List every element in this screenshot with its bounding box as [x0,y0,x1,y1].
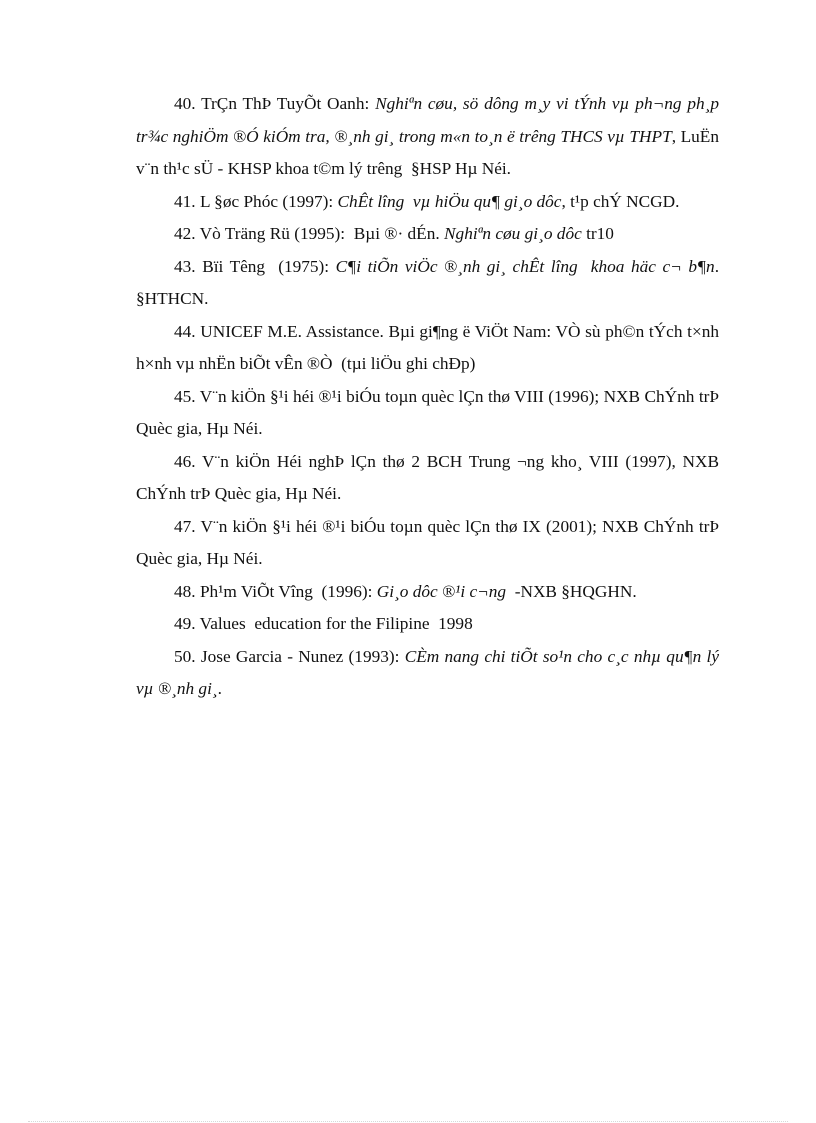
reference-item [136,218,719,251]
reference-item [136,576,719,609]
reference-title: CÈm nang chi tiÕt so¹n cho c¸c nhµ qu¶n lý vµ ®¸nh gi¸ [136,646,724,698]
reference-item [136,608,719,641]
reference-item [136,186,719,219]
reference-text: Ph¹m ViÕt Vîng (1996): [199,581,377,601]
reference-number: 44. [174,321,196,341]
reference-number: 47. [174,516,196,536]
reference-item [136,251,724,316]
reference-title: Nghiªn cøu, sö dông m¸y vi tÝnh vµ ph¬ng ph¸p tr¾c nghiÖm ®Ó kiÓm tra, ®¸nh gi¸ trong m«n to¸n ë trêng THCS vµ THPT [136,94,724,146]
reference-text: Jose Garcia - Nunez (1993): [200,646,405,666]
reference-text: tr10 [581,224,614,243]
reference-number: 50. [174,646,196,666]
reference-text: TrÇn ThÞ TuyÕt Oanh: [201,94,376,113]
reference-number: 49. [174,614,196,633]
reference-text: V¨n kiÖn §¹i héi ®¹i biÓu toµn quèc lÇn thø IX (2001); NXB ChÝnh trÞ Quèc gia, Hµ Néi. [136,516,724,568]
reference-text: , t¹p chÝ NCGD. [561,191,680,211]
reference-text: UNICEF M.E. Assistance. Bµi gi¶ng ë ViÖt Nam: VÒ sù ph©n tÝch t×nh h×nh vµ nhËn biÕt vÊn ®Ò (tµi liÖu ghi chÐp) [136,321,724,373]
reference-text: -NXB §HQGHN. [506,581,637,601]
reference-title: Gi¸o dôc ®¹i c¬ng [376,581,507,601]
reference-text: , LuËn v¨n th¹c sÜ - KHSP khoa t©m lý trêng §HSP Hµ Néi. [136,126,724,178]
reference-item [136,511,724,576]
reference-number: 45. [174,386,196,406]
reference-text: Bïi Têng (1975): [202,256,336,276]
reference-text: V¨n kiÖn Héi nghÞ lÇn thø 2 BCH Trung ¬ng kho¸ VIII (1997), NXB ChÝnh trÞ Quèc gia, Hµ Néi. [136,451,724,503]
reference-title: Nghiªn cøu gi¸o dôc [444,224,582,243]
reference-number: 48. [174,581,196,601]
reference-item [136,641,724,706]
reference-text: Values education for the Filipine 1998 [199,614,473,633]
reference-text: . §HTHCN. [136,256,724,308]
reference-text: V¨n kiÖn §¹i héi ®¹i biÓu toµn quèc lÇn thø VIII (1996); NXB ChÝnh trÞ Quèc gia, Hµ Néi. [136,386,724,438]
reference-number: 46. [174,451,196,471]
reference-text: L §øc Phóc (1997): [199,191,338,211]
reference-item [136,446,724,511]
reference-item [136,88,724,186]
reference-title: C¶i tiÕn viÖc ®¸nh gi¸ chÊt lîng khoa häc c¬ b¶n [335,256,715,276]
reference-number: 43. [174,256,196,276]
reference-item [136,316,724,381]
reference-number: 41. [174,191,196,211]
reference-title: ChÊt lîng vµ hiÖu qu¶ gi¸o dôc [337,191,562,211]
page-bottom-divider [28,1121,788,1122]
reference-list [136,88,724,706]
reference-text: Vò Träng Rü (1995): Bµi ®· dÉn. [199,224,445,243]
reference-number: 40. [174,94,196,113]
reference-item [136,381,724,446]
reference-text: . [217,679,222,698]
reference-number: 42. [174,224,196,243]
